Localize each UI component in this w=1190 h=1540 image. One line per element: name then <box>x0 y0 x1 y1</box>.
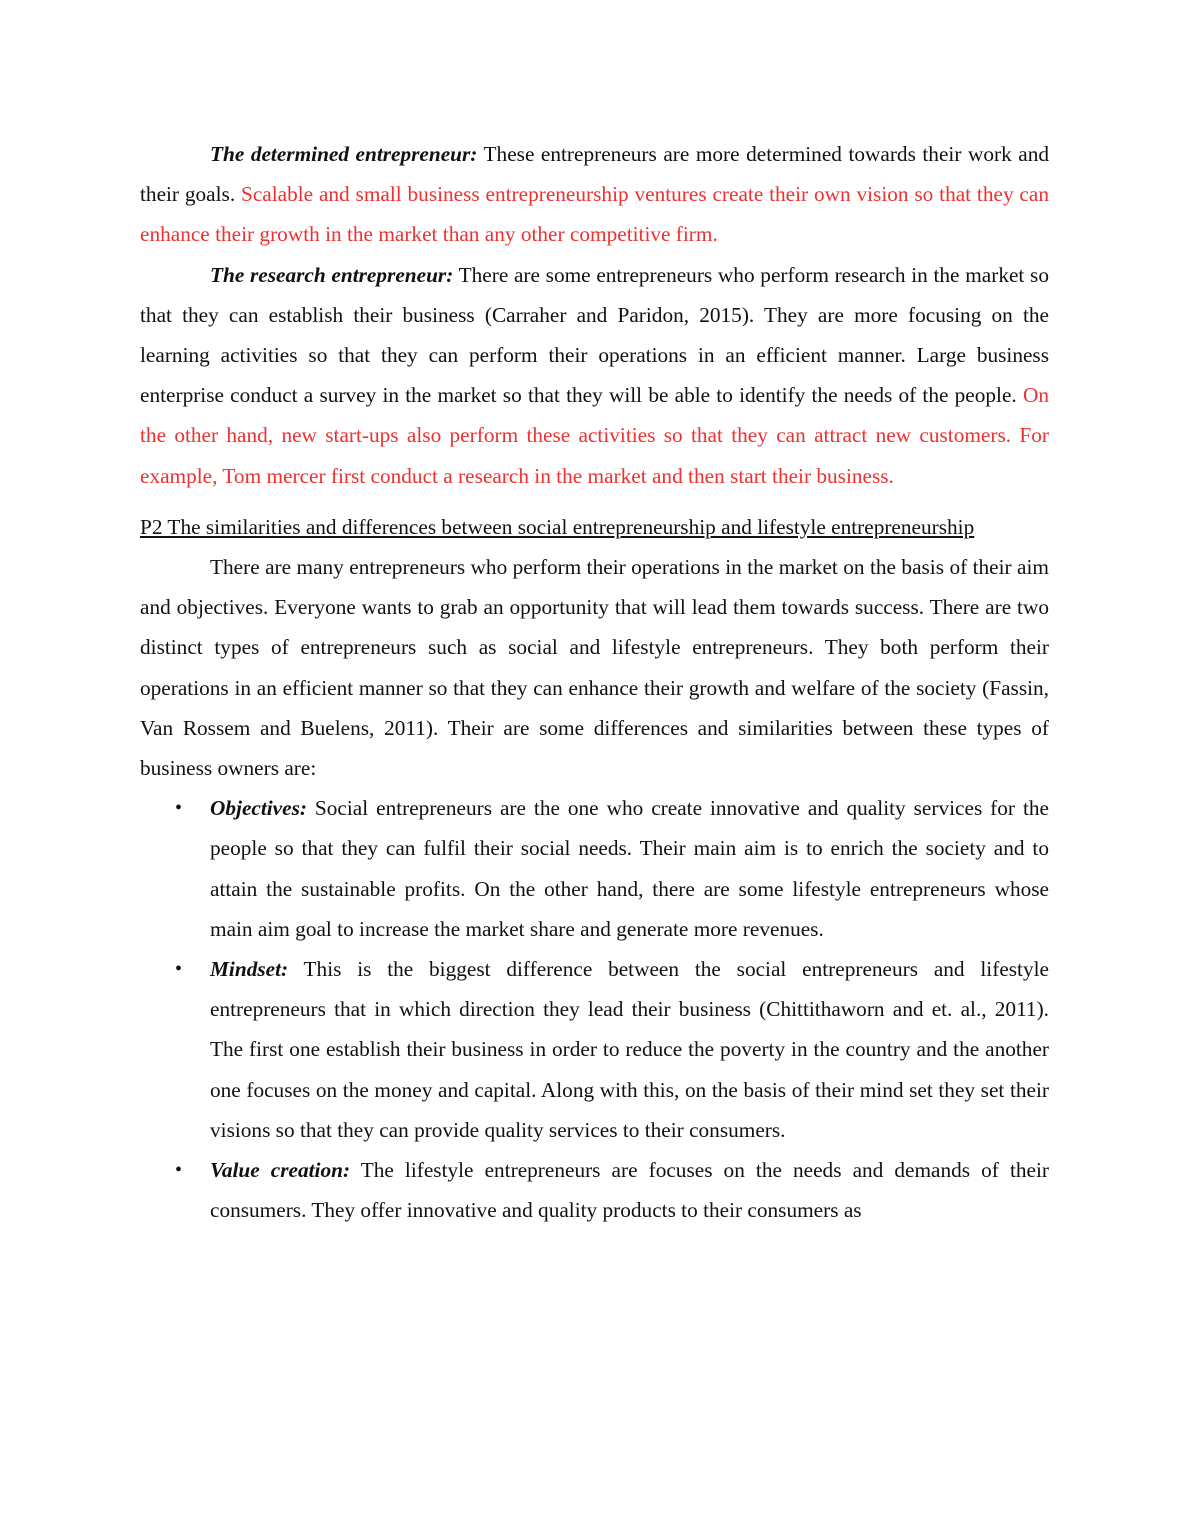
bullet-text: This is the biggest difference between the social entrepreneurs and lifestyle entrepreneurs that in which direction they lead their business (Chittithaworn and et. al., 2011). The first one establish their business in order to reduce the poverty in the country and the another one focuses on the money and capital. Along with this, on the basis of their mind set they set their visions so that they can provide quality services to their consumers. <box>210 957 1049 1142</box>
bullet-icon: • <box>175 1159 183 1182</box>
bullet-icon: • <box>175 958 183 981</box>
bullet-text: The lifestyle entrepreneurs are focuses on the needs and demands of their consumers. They offer innovative and quality products to their consumers as <box>210 1158 1049 1223</box>
bullet-lead: Mindset: <box>210 957 289 982</box>
list-item <box>140 788 1049 949</box>
research-entrepreneur-lead: The research entrepreneur: <box>210 262 454 287</box>
list-item <box>140 1150 1049 1230</box>
determined-entrepreneur-highlight: Scalable and small business entrepreneurship ventures create their own vision so that they can enhance their growth in the market than any other competitive firm. <box>140 182 1049 247</box>
bullet-text: Social entrepreneurs are the one who create innovative and quality services for the people so that they can fulfil their social needs. Their main aim is to enrich the society and to attain the sustainable profits. On the other hand, there are some lifestyle entrepreneurs whose main aim goal to increase the market share and generate more revenues. <box>210 796 1049 941</box>
determined-entrepreneur-text: These entrepreneurs are more determined towards their work and their goals. <box>140 142 1049 207</box>
comparison-bullet-list <box>140 788 1049 1230</box>
bullet-lead: Objectives: <box>210 796 307 821</box>
bullet-icon: • <box>175 797 183 820</box>
list-item <box>140 949 1049 1150</box>
section-heading: P2 The similarities and differences between social entrepreneurship and lifestyle entrepreneurship <box>140 514 975 539</box>
bullet-lead: Value creation: <box>210 1158 351 1183</box>
determined-entrepreneur-paragraph <box>140 134 1049 255</box>
section-intro-paragraph: There are many entrepreneurs who perform their operations in the market on the basis of their aim and objectives. Everyone wants to grab an opportunity that will lead them towards success. There are two distinct types of entrepreneurs such as social and lifestyle entrepreneurs. They both perform their operations in an efficient manner so that they can enhance their growth and welfare of the society (Fassin, Van Rossem and Buelens, 2011). Their are some differences and similarities between these types of business owners are: <box>140 555 1049 781</box>
research-entrepreneur-paragraph <box>140 255 1049 496</box>
determined-entrepreneur-lead: The determined entrepreneur: <box>210 142 478 166</box>
research-entrepreneur-highlight: On the other hand, new start-ups also perform these activities so that they can attract new customers. For example, Tom mercer first conduct a research in the market and then start their business. <box>140 383 1049 488</box>
document-page <box>140 134 1049 1230</box>
research-entrepreneur-text: There are some entrepreneurs who perform research in the market so that they can establish their business (Carraher and Paridon, 2015). They are more focusing on the learning activities so that they can perform their operations in an efficient manner. Large business enterprise conduct a survey in the market so that they will be able to identify the needs of the people. <box>140 262 1049 408</box>
